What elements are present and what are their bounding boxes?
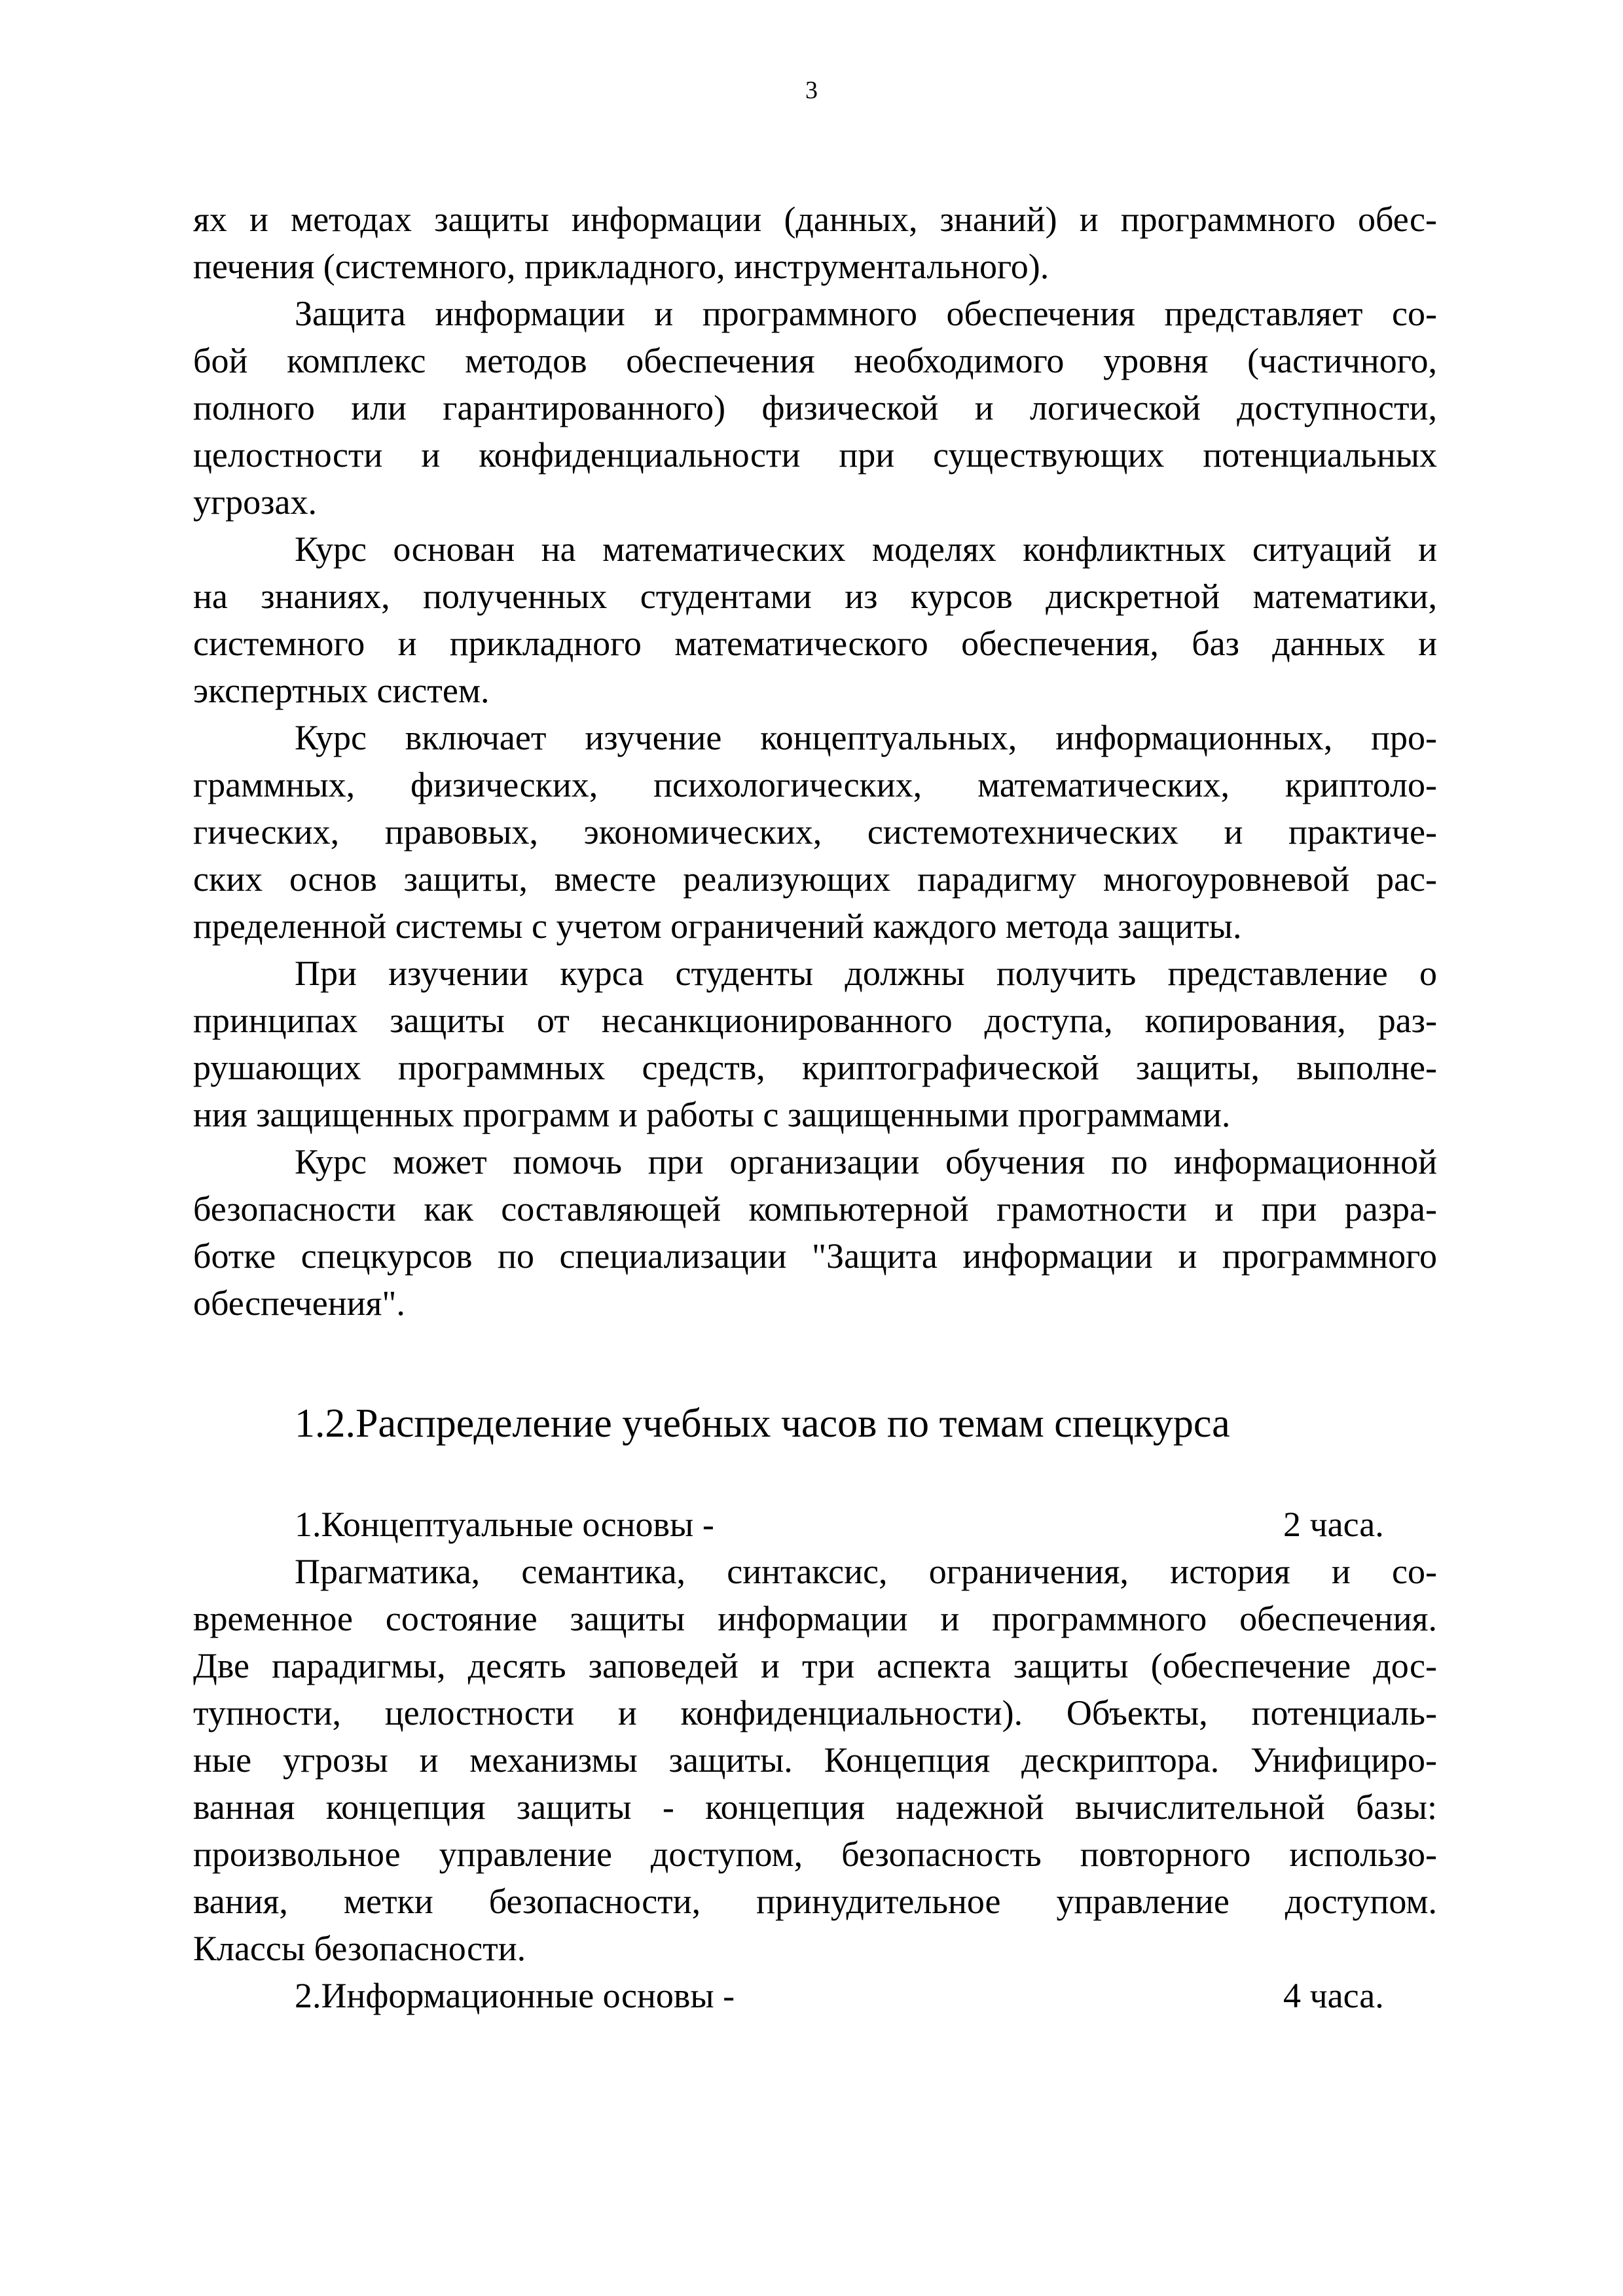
text-line: безопасности как составляющей компьютерной грамотности и при разра- <box>193 1189 1437 1229</box>
text-line: целостности и конфиденциальности при существующих потенциальных <box>193 435 1437 475</box>
topic-title: 2.Информационные основы - <box>295 1976 735 2015</box>
text-line: Две парадигмы, десять заповедей и три аспекта защиты (обеспечение дос- <box>193 1646 1437 1685</box>
text-line: ях и методах защиты информации (данных, знаний) и программного обес- <box>193 200 1437 239</box>
text-line: пределенной системы с учетом ограничений каждого метода защиты. <box>193 906 1242 946</box>
page-number: 3 <box>805 77 818 104</box>
text-line: системного и прикладного математического обеспечения, баз данных и <box>193 624 1437 663</box>
text-line: ванная концепция защиты - концепция надежной вычислительной базы: <box>193 1787 1437 1827</box>
text-line: произвольное управление доступом, безопасность повторного использо- <box>193 1835 1437 1874</box>
topic-hours: 2 часа. <box>1283 1505 1384 1544</box>
text-line: граммных, физических, психологических, математических, криптоло- <box>193 765 1437 804</box>
text-line: рушающих программных средств, криптографической защиты, выполне- <box>193 1048 1437 1087</box>
section-heading: 1.2.Распределение учебных часов по темам спецкурса <box>295 1401 1230 1446</box>
text-line: Курс включает изучение концептуальных, информационных, про- <box>295 718 1437 757</box>
text-line: ских основ защиты, вместе реализующих парадигму многоуровневой рас- <box>193 859 1437 899</box>
text-line: экспертных систем. <box>193 671 490 710</box>
text-line: ные угрозы и механизмы защиты. Концепция дескриптора. Унифициро- <box>193 1740 1437 1780</box>
text-line: временное состояние защиты информации и программного обеспечения. <box>193 1599 1437 1638</box>
text-line: угрозах. <box>193 482 317 522</box>
text-line: полного или гарантированного) физической и логической доступности, <box>193 388 1437 427</box>
text-line: гических, правовых, экономических, системотехнических и практиче- <box>193 812 1437 852</box>
text-line: обеспечения". <box>193 1283 405 1323</box>
text-line: ния защищенных программ и работы с защищенными программами. <box>193 1095 1231 1134</box>
text-line: тупности, целостности и конфиденциальности). Объекты, потенциаль- <box>193 1693 1437 1732</box>
topic-title: 1.Концептуальные основы - <box>295 1505 714 1544</box>
text-line: на знаниях, полученных студентами из курсов дискретной математики, <box>193 577 1437 616</box>
text-line: Защита информации и программного обеспечения представляет со- <box>295 294 1437 333</box>
text-line: ботке спецкурсов по специализации "Защита информации и программного <box>193 1236 1437 1276</box>
topic-hours: 4 часа. <box>1283 1976 1384 2015</box>
text-line: печения (системного, прикладного, инструментального). <box>193 247 1049 286</box>
text-line: Классы безопасности. <box>193 1929 526 1968</box>
text-line: бой комплекс методов обеспечения необходимого уровня (частичного, <box>193 341 1437 380</box>
text-line: Прагматика, семантика, синтаксис, ограничения, история и со- <box>295 1552 1437 1591</box>
text-line: вания, метки безопасности, принудительное управление доступом. <box>193 1882 1437 1921</box>
text-line: Курс может помочь при организации обучения по информационной <box>295 1142 1437 1181</box>
text-line: При изучении курса студенты должны получить представление о <box>295 954 1437 993</box>
text-line: принципах защиты от несанкционированного доступа, копирования, раз- <box>193 1001 1437 1040</box>
text-line: Курс основан на математических моделях конфликтных ситуаций и <box>295 529 1437 569</box>
